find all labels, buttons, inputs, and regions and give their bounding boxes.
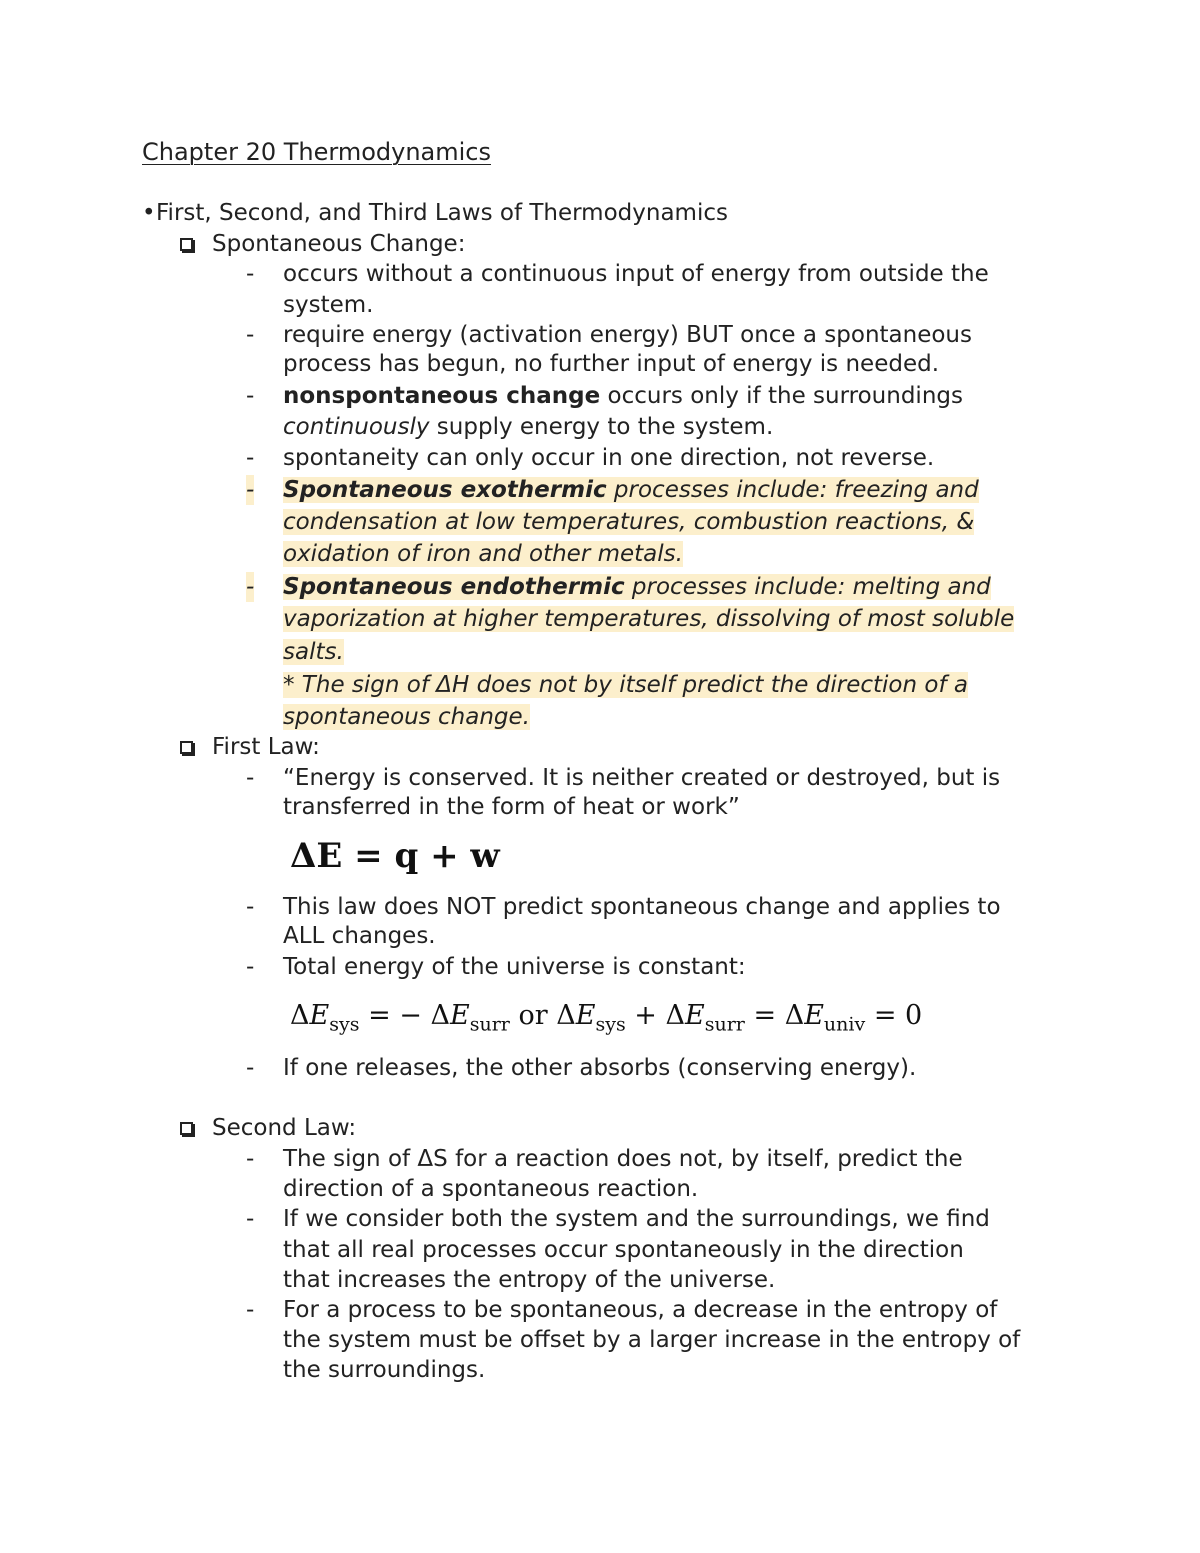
list-item-cont: direction of a spontaneous reaction. — [283, 1176, 699, 1202]
dash-marker: - — [246, 954, 255, 980]
dash-marker: - — [246, 322, 255, 348]
dash-marker: - — [246, 445, 255, 471]
dash-marker: - — [246, 765, 255, 791]
equation-energy-conservation: $\Delta E_{sys}$ = − $\Delta E_{surr}$ or $\Delta E_{sys} + \Delta E_{surr} = \Delta E_{univ} = 0$ — [290, 1000, 923, 1036]
list-item-cont: that all real processes occur spontaneously in the direction — [283, 1237, 964, 1263]
list-item-cont: transferred in the form of heat or work” — [283, 794, 740, 820]
italic-term: continuously — [283, 414, 430, 440]
dash-marker: - — [246, 383, 255, 409]
list-item: If one releases, the other absorbs (conserving energy). — [283, 1055, 917, 1081]
checkbox-icon — [180, 238, 193, 251]
dash-marker: - — [246, 574, 255, 600]
bold-term: nonspontaneous change — [283, 383, 601, 409]
list-item-cont: ALL changes. — [283, 923, 436, 949]
list-item: “Energy is conserved. It is neither created or destroyed, but is — [283, 765, 1001, 791]
highlight-item-cont: condensation at low temperatures, combustion reactions, & — [283, 509, 975, 535]
list-item: nonspontaneous change occurs only if the surroundings — [283, 383, 963, 409]
list-item-cont: that increases the entropy of the universe. — [283, 1267, 776, 1293]
list-item-cont: continuously supply energy to the system. — [283, 414, 774, 440]
list-item: For a process to be spontaneous, a decrease in the entropy of — [283, 1297, 998, 1323]
dash-marker: - — [246, 1297, 255, 1323]
page-title: Chapter 20 Thermodynamics — [142, 138, 491, 166]
list-item-cont: system. — [283, 292, 374, 318]
dash-marker: - — [246, 1206, 255, 1232]
dash-marker: - — [246, 1146, 255, 1172]
highlight-note-cont: spontaneous change. — [283, 704, 530, 730]
second-law-heading: Second Law: — [212, 1115, 357, 1141]
highlight-item: Spontaneous endothermic processes include: melting and — [283, 574, 991, 600]
highlight-note: * The sign of ΔH does not by itself predict the direction of a — [283, 672, 968, 698]
list-item: If we consider both the system and the surroundings, we find — [283, 1206, 990, 1232]
highlight-item-cont: vaporization at higher temperatures, dissolving of most soluble — [283, 606, 1015, 632]
list-item: This law does NOT predict spontaneous change and applies to — [283, 894, 1001, 920]
list-item-cont: the system must be offset by a larger increase in the entropy of — [283, 1327, 1021, 1353]
first-law-heading: First Law: — [212, 734, 320, 760]
list-item-cont: the surroundings. — [283, 1357, 486, 1383]
list-item: require energy (activation energy) BUT once a spontaneous — [283, 322, 972, 348]
bullet-marker: • — [142, 200, 156, 226]
dash-marker: - — [246, 894, 255, 920]
spontaneous-heading: Spontaneous Change: — [212, 231, 466, 257]
checkbox-icon — [180, 741, 193, 754]
dash-marker: - — [246, 261, 255, 287]
list-item: occurs without a continuous input of energy from outside the — [283, 261, 989, 287]
list-item: The sign of ΔS for a reaction does not, by itself, predict the — [283, 1146, 963, 1172]
list-item: Total energy of the universe is constant: — [283, 954, 746, 980]
equation-first-law: ΔE = q + w — [290, 836, 500, 876]
checkbox-icon — [180, 1122, 193, 1135]
highlight-item: Spontaneous exothermic processes include: freezing and — [283, 477, 979, 503]
list-item-cont: process has begun, no further input of energy is needed. — [283, 351, 940, 377]
section-heading: First, Second, and Third Laws of Thermodynamics — [156, 200, 728, 226]
list-item: spontaneity can only occur in one direction, not reverse. — [283, 445, 935, 471]
highlight-item-cont: salts. — [283, 639, 344, 665]
dash-marker: - — [246, 477, 255, 503]
dash-marker: - — [246, 1055, 255, 1081]
highlight-item-cont: oxidation of iron and other metals. — [283, 541, 683, 567]
